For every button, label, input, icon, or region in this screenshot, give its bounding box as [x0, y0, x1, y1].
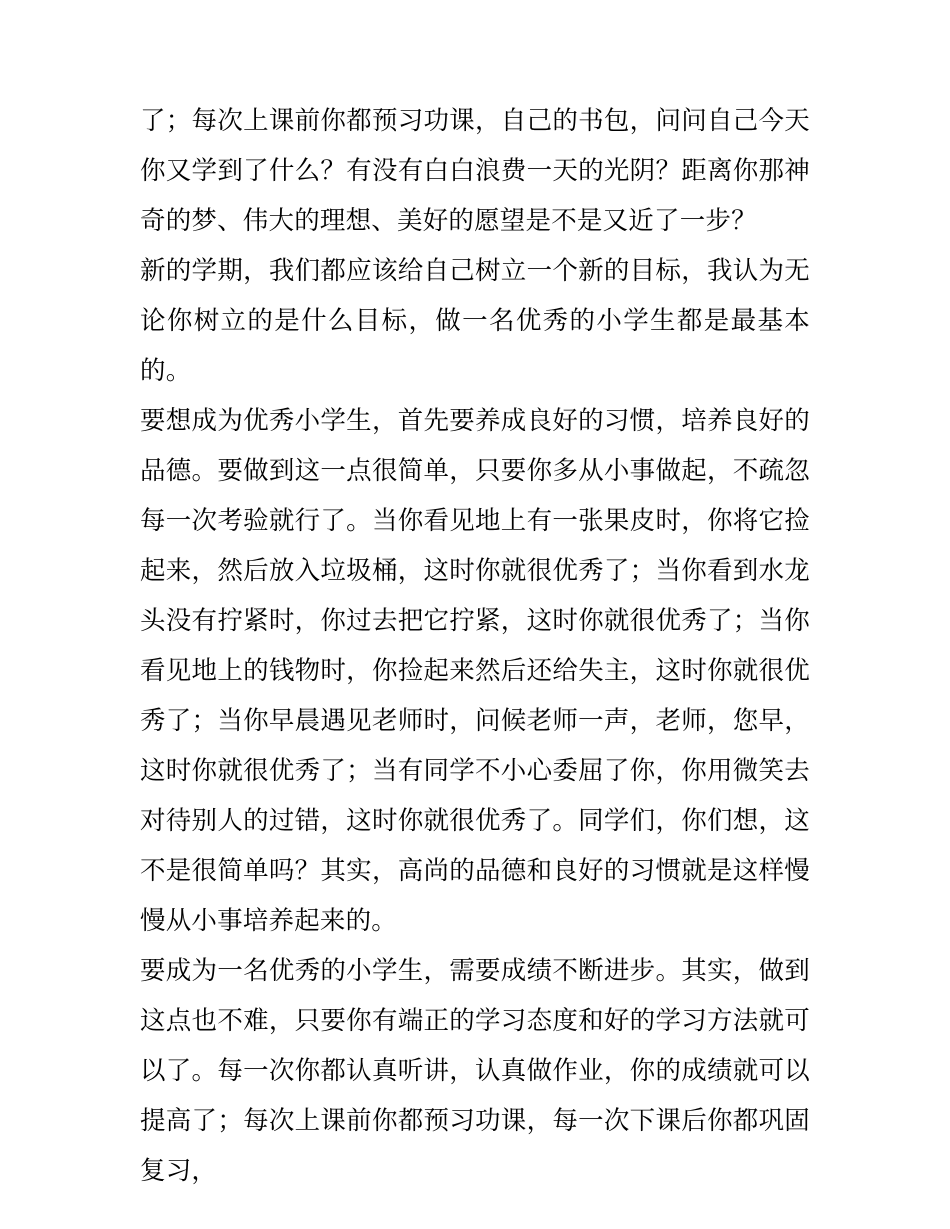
paragraph: 要想成为优秀小学生，首先要养成良好的习惯，培养良好的品德。要做到这一点很简单，只要你多从小事做起，不疏忽每一次考验就行了。当你看见地上有一张果皮时，你将它捡起来，然后放入垃圾桶，这时你就很优秀了；当你看到水龙头没有拧紧时，你过去把它拧紧，这时你就很优秀了；当你看见地上的钱物时，你捡起来然后还给失主，这时你就很优秀了；当你早晨遇见老师时，问候老师一声，老师，您早，这时你就很优秀了；当有同学不小心委屈了你，你用微笑去对待别人的过错，这时你就很优秀了。同学们，你们想，这不是很简单吗？其实，高尚的品德和良好的习惯就是这样慢慢从小事培养起来的。: [140, 406, 810, 936]
paragraph: 了；每次上课前你都预习功课，自己的书包，问问自己今天你又学到了什么？有没有白白浪费一天的光阴？距离你那神奇的梦、伟大的理想、美好的愿望是不是又近了一步？: [140, 106, 810, 236]
paragraph: 新的学期，我们都应该给自己树立一个新的目标，我认为无论你树立的是什么目标，做一名优秀的小学生都是最基本的。: [140, 256, 810, 386]
document-body: [140, 96, 810, 1196]
paragraph: 要成为一名优秀的小学生，需要成绩不断进步。其实，做到这点也不难，只要你有端正的学习态度和好的学习方法就可以了。每一次你都认真听讲，认真做作业，你的成绩就可以提高了；每次上课前你都预习功课，每一次下课后你都巩固复习，: [140, 956, 810, 1186]
